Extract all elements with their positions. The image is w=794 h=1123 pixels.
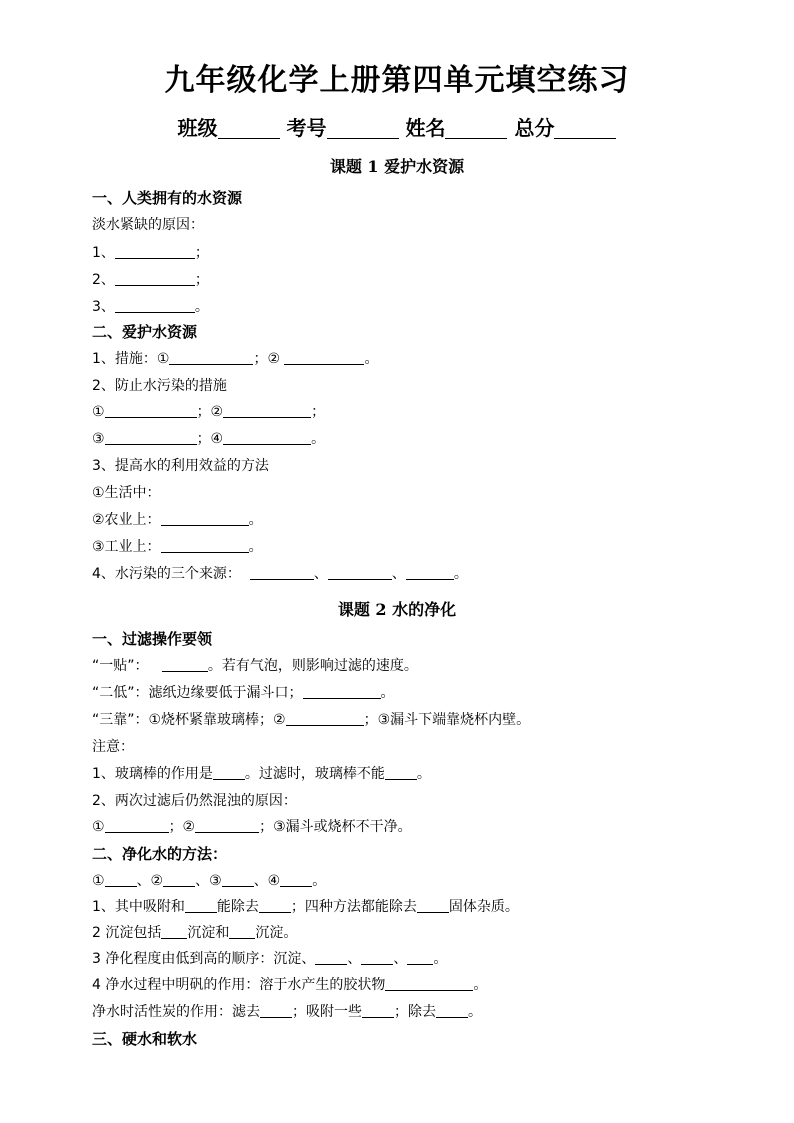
pollution-sources-line [92, 565, 468, 583]
reason-1-label: 1、 [92, 245, 115, 261]
reason-3-blank[interactable] [115, 298, 195, 313]
source-3-blank[interactable] [406, 565, 454, 580]
note-label: 注意： [92, 739, 134, 755]
turbid-2-blank[interactable] [195, 818, 259, 833]
efficiency-title: 3、提高水的利用效益的方法 [92, 458, 269, 474]
activated-carbon-line [92, 1003, 482, 1021]
adsorption-blank-2[interactable] [259, 898, 291, 913]
rod-cannot-label: 。过滤时，玻璃棒不能 [244, 766, 385, 782]
industry-label: ③工业上： [92, 539, 161, 555]
method-3-blank[interactable] [222, 872, 254, 887]
purification-order-line [92, 950, 447, 968]
turbid-2-label: ；② [168, 819, 196, 835]
score-blank[interactable] [554, 118, 616, 139]
one-stick-blank[interactable] [162, 657, 208, 672]
measure-2-label: ；② [253, 351, 281, 367]
efficiency-agri-line [92, 511, 263, 529]
reason-2-blank[interactable] [115, 271, 195, 286]
punct: 。 [248, 512, 263, 528]
punct: 。 [248, 539, 263, 555]
sources-label: 4、水污染的三个来源： [92, 566, 241, 582]
three-lean-label: “三靠”：①烧杯紧靠玻璃棒；② [92, 712, 286, 728]
punct: 。 [453, 566, 468, 582]
method-4-blank[interactable] [280, 872, 312, 887]
carbon-filter-label: 净水时活性炭的作用：滤去 [92, 1004, 260, 1020]
carbon-blank-1[interactable] [260, 1003, 292, 1018]
alum-blank[interactable] [385, 976, 473, 991]
class-blank[interactable] [218, 118, 280, 139]
lesson2-section2-heading: 二、净化水的方法： [92, 845, 228, 863]
efficiency-industry-line [92, 538, 263, 556]
punct: ； [194, 272, 209, 288]
two-low-label: “二低”：滤纸边缘要低于漏斗口； [92, 685, 303, 701]
agri-blank[interactable] [161, 511, 249, 526]
method-4-label: 、④ [253, 873, 281, 889]
order-blank-2[interactable] [361, 950, 393, 965]
sedimentation-line [92, 924, 297, 942]
reason-2-label: 2、 [92, 272, 115, 288]
turbid-3-text: ；③漏斗或烧杯不干净。 [259, 819, 412, 835]
reason-line-3 [92, 298, 209, 316]
score-label: 总分 [514, 116, 555, 140]
prevention-2-label: ；② [196, 404, 224, 420]
punct: ； [311, 404, 326, 420]
method-1-blank[interactable] [105, 872, 137, 887]
two-low-line [92, 684, 395, 702]
lesson1-section1-heading: 一、人类拥有的水资源 [92, 189, 243, 207]
punct: 。 [433, 951, 448, 967]
reason-1-blank[interactable] [115, 244, 195, 259]
punct: 。 [380, 685, 395, 701]
punct: 。 [194, 299, 209, 315]
carbon-adsorb-label: ；吸附一些 [292, 1004, 362, 1020]
four-methods-blank[interactable] [417, 898, 449, 913]
lesson2-section1-heading: 一、过滤操作要领 [92, 630, 213, 648]
rod-cannot-blank[interactable] [385, 765, 417, 780]
punct: 、 [391, 566, 406, 582]
turbid-1-blank[interactable] [105, 818, 169, 833]
sedimentation-end-label: 沉淀。 [255, 925, 298, 941]
pollution-prevention-title: 2、防止水污染的措施 [92, 378, 227, 394]
rod-use-blank[interactable] [213, 765, 245, 780]
method-2-label: 、② [136, 873, 164, 889]
method-2-blank[interactable] [163, 872, 195, 887]
punct: 。 [312, 873, 327, 889]
method-3-label: 、③ [195, 873, 222, 889]
solid-impurity-label: 固体杂质。 [448, 899, 519, 915]
sedimentation-and-label: 沉淀和 [187, 925, 230, 941]
order-blank-1[interactable] [315, 950, 347, 965]
name-blank[interactable] [445, 118, 507, 139]
prevention-4-label: ；④ [196, 431, 224, 447]
punct: 、 [347, 951, 362, 967]
lesson2-title: 课题 2 水的净化 [337, 600, 457, 619]
freshwater-shortage-label: 淡水紧缺的原因： [92, 217, 204, 233]
three-lean-blank[interactable] [286, 711, 364, 726]
prevention-1-label: ① [92, 404, 105, 420]
prevention-line-1 [92, 403, 325, 421]
carbon-remove-label: ；除去 [394, 1004, 436, 1020]
turbid-1-label: ① [92, 819, 105, 835]
punct: 、 [313, 566, 328, 582]
one-stick-rest: 。若有气泡，则影响过滤的速度。 [207, 658, 418, 674]
adsorption-remove-label: 能除去 [216, 899, 259, 915]
methods-line [92, 872, 326, 890]
prevention-line-2 [92, 430, 325, 448]
agri-label: ②农业上： [92, 512, 161, 528]
sedimentation-label: 2 沉淀包括 [92, 925, 162, 941]
four-methods-label: ；四种方法都能除去 [290, 899, 417, 915]
punct: ； [194, 245, 209, 261]
source-2-blank[interactable] [328, 565, 392, 580]
reason-line-1 [92, 244, 209, 262]
turbid-title: 2、两次过滤后仍然混浊的原因： [92, 793, 297, 809]
prevention-2-blank[interactable] [223, 403, 311, 418]
punct: 。 [473, 977, 488, 993]
punct: 。 [468, 1004, 482, 1020]
prevention-4-blank[interactable] [223, 430, 311, 445]
lesson1-section2-heading: 二、爱护水资源 [92, 323, 198, 341]
prevention-3-blank[interactable] [105, 430, 197, 445]
exam-no-label: 考号 [286, 116, 327, 140]
lesson1-title: 课题 1 爱护水资源 [329, 157, 465, 176]
page-title: 九年级化学上册第四单元填空练习 [164, 63, 630, 98]
reason-3-label: 3、 [92, 299, 115, 315]
measures-label: 1、措施：① [92, 351, 170, 367]
one-stick-line [92, 657, 418, 675]
student-info-row [0, 112, 794, 141]
order-blank-3[interactable] [407, 950, 433, 965]
punct: 。 [311, 431, 326, 447]
rod-use-label: 1、玻璃棒的作用是 [92, 766, 213, 782]
class-label: 班级 [177, 116, 218, 140]
measure-2-blank[interactable] [284, 350, 364, 365]
alum-label: 4 净水过程中明矾的作用：溶于水产生的胶状物 [92, 977, 386, 993]
adsorption-line [92, 898, 519, 916]
punct: 、 [393, 951, 408, 967]
name-label: 姓名 [405, 116, 446, 140]
sedimentation-blank-1[interactable] [161, 924, 187, 939]
adsorption-blank-1[interactable] [185, 898, 217, 913]
carbon-blank-2[interactable] [362, 1003, 394, 1018]
purification-order-label: 3 净化程度由低到高的顺序：沉淀、 [92, 951, 316, 967]
three-lean-line [92, 711, 530, 729]
carbon-blank-3[interactable] [436, 1003, 468, 1018]
adsorption-label: 1、其中吸附和 [92, 899, 185, 915]
measures-line [92, 350, 378, 368]
prevention-3-label: ③ [92, 431, 105, 447]
glass-rod-line [92, 765, 431, 783]
source-1-blank[interactable] [250, 565, 314, 580]
three-lean-rest: ；③漏斗下端靠烧杯内壁。 [363, 712, 531, 728]
reason-line-2 [92, 271, 209, 289]
exam-no-blank[interactable] [327, 118, 399, 139]
one-stick-label: “一贴”： [92, 658, 149, 674]
alum-line [92, 976, 487, 994]
punct: 。 [416, 766, 431, 782]
turbid-reasons-line [92, 818, 412, 836]
two-low-blank[interactable] [303, 684, 381, 699]
punct: 。 [364, 351, 379, 367]
prevention-1-blank[interactable] [105, 403, 197, 418]
measure-1-blank[interactable] [169, 350, 253, 365]
efficiency-life: ①生活中： [92, 485, 161, 501]
sedimentation-blank-2[interactable] [229, 924, 255, 939]
lesson2-section3-heading: 三、硬水和软水 [92, 1030, 198, 1048]
industry-blank[interactable] [161, 538, 249, 553]
method-1-label: ① [92, 873, 105, 889]
